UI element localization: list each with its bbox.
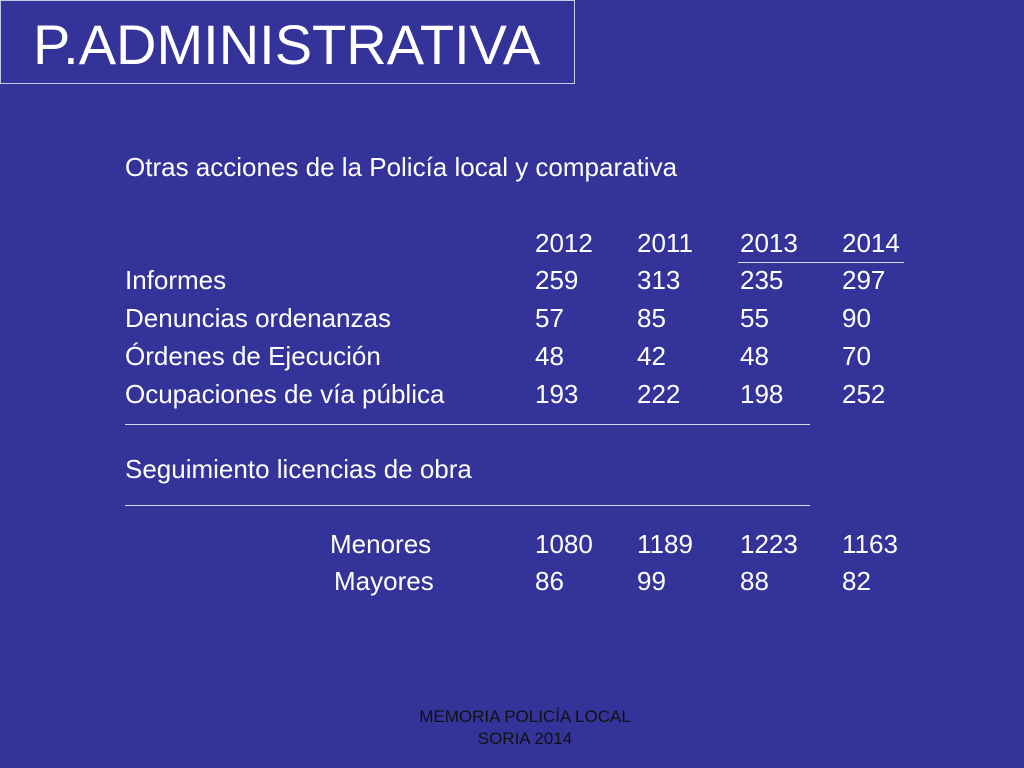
row-label-informes: Informes xyxy=(125,265,227,295)
table-cell: 86 xyxy=(535,566,564,596)
row-label-mayores: Mayores xyxy=(334,566,434,596)
table-cell: 1223 xyxy=(740,529,798,559)
year-header-2: 2011 xyxy=(637,228,693,258)
table-cell: 88 xyxy=(740,566,769,596)
table-cell: 235 xyxy=(740,265,784,295)
title-box xyxy=(0,0,575,84)
table-cell: 82 xyxy=(842,566,871,596)
table-cell: 48 xyxy=(535,341,564,371)
year-header-4: 2014 xyxy=(842,228,900,258)
table-cell: 222 xyxy=(637,379,681,409)
table-cell: 259 xyxy=(535,265,579,295)
table-cell: 70 xyxy=(842,341,871,371)
table-cell: 1163 xyxy=(842,529,898,559)
row-label-ordenes: Órdenes de Ejecución xyxy=(125,341,381,371)
table-cell: 42 xyxy=(637,341,666,371)
table-cell: 193 xyxy=(535,379,579,409)
section-divider-1 xyxy=(125,424,810,425)
footer-line-2: SORIA 2014 xyxy=(477,729,573,748)
page-title: P.ADMINISTRATIVA xyxy=(33,13,541,76)
year-header-3: 2013 xyxy=(740,228,798,258)
year-header-1: 2012 xyxy=(535,228,593,258)
table-cell: 1080 xyxy=(535,529,593,559)
section-title-licencias: Seguimiento licencias de obra xyxy=(125,454,472,484)
section-divider-2 xyxy=(125,505,810,506)
table-cell: 198 xyxy=(740,379,784,409)
row-label-denuncias: Denuncias ordenanzas xyxy=(125,303,391,333)
table-cell: 1189 xyxy=(637,529,693,559)
table-cell: 297 xyxy=(842,265,886,295)
row-label-menores: Menores xyxy=(330,529,432,559)
footer-line-1: MEMORIA POLICÍA LOCAL xyxy=(419,707,631,726)
subtitle: Otras acciones de la Policía local y comparativa xyxy=(125,152,678,182)
table-cell: 90 xyxy=(842,303,871,333)
table-cell: 99 xyxy=(637,566,666,596)
footer xyxy=(370,706,680,750)
table-cell: 313 xyxy=(637,265,681,295)
table-cell: 57 xyxy=(535,303,564,333)
row-label-ocupaciones: Ocupaciones de vía pública xyxy=(125,379,445,409)
table-cell: 48 xyxy=(740,341,769,371)
table-cell: 85 xyxy=(637,303,666,333)
table-cell: 55 xyxy=(740,303,769,333)
table-cell: 252 xyxy=(842,379,886,409)
